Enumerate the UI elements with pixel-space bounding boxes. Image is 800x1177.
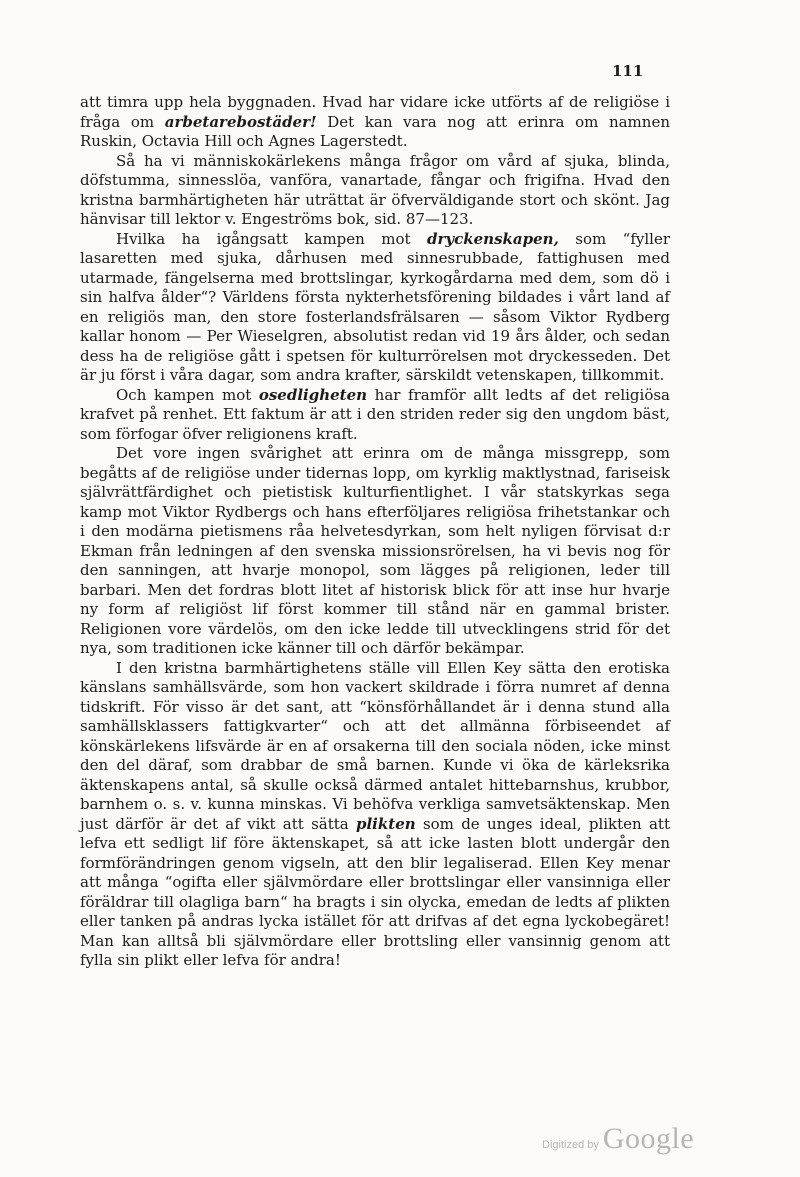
watermark-prefix: Digitized by [542,1139,599,1151]
text-run: Det vore ingen svårighet att erinra om de många missgrepp, som begåtts af de religiöse under tidernas lopp, om kyrklig maktlystnad, fariseisk självrättfärdighet och pietistisk kulturfientlighet. I vår statskyrkas sega kamp mot Viktor Rydbergs och hans efterföljares religiösa frihetstankar och i den modärna pietismens råa helvetesdyrkan, som helt nyligen förvisat d:r Ekman från ledningen af den svenska missionsrörelsen, ha vi bevis nog för den sanningen, att hvarje monopol, som lägges på religionen, leder till barbari. Men det fordras blott litet af historisk blick för att inse hur hvarje ny form af religiöst lif först kommer till stånd när en gammal brister. Religionen vore värdelös, om den icke ledde till utvecklingens strid för det nya, som traditionen icke känner till och därför bekämpar. [80,444,670,657]
paragraph [80,444,670,659]
emphasized-term: dryckenskapen, [427,229,559,248]
paragraph [80,386,670,445]
text-run: Och kampen mot [116,385,259,404]
text-run: Hvilka ha igångsatt kampen mot [116,229,427,248]
paragraph [80,659,670,971]
google-logo: Google [602,1122,695,1155]
digitized-watermark [542,1122,694,1156]
text-run: som de unges ideal, plikten att lefva ett sedligt lif före äktenskapet, så att icke lasten blott undergår den formförändringen genom vigseln, att den blir legaliserad. Ellen Key menar att många “ogifta eller självmördare eller brottslingar eller vansinniga eller föräldrar till olagliga barn“ ha bragts i sin olycka, emedan de ledts af plikten eller tanken på andras lycka istället för att drifvas af det egna lyckobegäret! Man kan alltså bli självmördare eller brottsling eller vansinnig genom att fylla sin plikt eller lefva för andra! [80,814,670,969]
body-text [80,93,670,971]
paragraph [80,152,670,230]
emphasized-term: arbetarebostäder! [164,112,317,131]
text-run: att timra upp hela byggnaden. Hvad har vidare icke utförts af de religiöse i fråga om [80,93,670,131]
text-run: som “fyller lasaretten med sjuka, dårhusen med sinnesrubbade, fattighusen med utarmade, fängelserna med brottslingar, kyrkogårdarna med dem, som dö i sin halfva ålder“? Världens första nykterhetsförening bildades i vårt land af en religiös man, den store fosterlandsfrälsaren — såsom Viktor Rydberg kallar honom — Per Wieselgren, absolutist redan vid 19 års ålder, och sedan dess ha de religiöse gått i spetsen för kulturrörelsen mot dryckesseden. Det är ju först i våra dagar, som andra krafter, särskildt vetenskapen, tillkommit. [80,229,670,384]
paragraph [80,93,670,152]
text-run: har framför allt ledts af det religiösa krafvet på renhet. Ett faktum är att i den striden reder sig den ungdom bäst, som förfogar öfver religionens kraft. [80,385,670,443]
text-run: I den kristna barmhärtighetens ställe vill Ellen Key sätta den erotiska känslans samhällsvärde, som hon vackert skildrade i förra numret af denna tidskrift. För visso är det sant, att “könsförhållandet är i denna stund alla samhällsklassers fattigkvarter“ och att det allmänna förbiseendet af könskärlekens lifsvärde är en af orsakerna till den sociala nöden, icke minst den del däraf, som drabbar de små barnen. Kunde vi öka de kärleksrika äktenskapens antal, så skulle också därmed antalet hittebarnshus, krubbor, barnhem o. s. v. kunna minskas. Vi behöfva verkliga samvetsäktenskap. Men just därför är det af vikt att sätta [80,658,670,833]
text-run: Det kan vara nog att erinra om namnen Ruskin, Octavia Hill och Agnes Lagerstedt. [80,112,670,150]
emphasized-term: osedligheten [258,385,368,404]
text-run: Så ha vi människokärlekens många frågor om vård af sjuka, blinda, döfstumma, sinnesslöa, vanföra, vanartade, fångar och frigifna. Hvad den kristna barmhärtigheten här uträttat är öfverväldigande stort och skönt. Jag hänvisar till lektor v. Engeströms bok, sid. 87—123. [80,151,670,228]
emphasized-term: plikten [356,814,416,833]
page-number: 111 [612,62,644,80]
paragraph [80,230,670,386]
